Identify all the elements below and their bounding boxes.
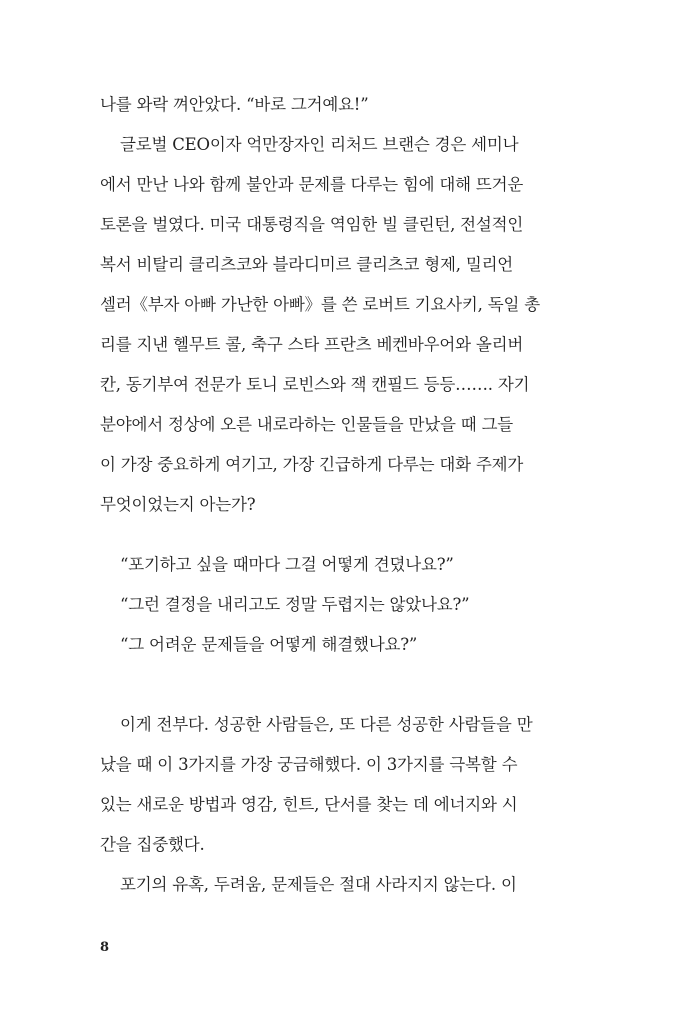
- text-line: 나를 와락 껴안았다. “바로 그거예요!”: [100, 95, 369, 114]
- text-line: 분야에서 정상에 오른 내로라하는 인물들을 만났을 때 그들: [100, 415, 514, 434]
- text-line: 칸, 동기부여 전문가 토니 로빈스와 잭 캔필드 등등……. 자기: [100, 375, 530, 394]
- text-line: 에서 만난 나와 함께 불안과 문제를 다루는 힘에 대해 뜨거운: [100, 175, 524, 194]
- text-line: 있는 새로운 방법과 영감, 힌트, 단서를 찾는 데 에너지와 시: [100, 795, 518, 814]
- text-line: 났을 때 이 3가지를 가장 궁금해했다. 이 3가지를 극복할 수: [100, 755, 518, 774]
- page-number: 8: [100, 940, 110, 955]
- quote-line: “그 어려운 문제들을 어떻게 해결했나요?”: [120, 635, 418, 654]
- text-line: 무엇이었는지 아는가?: [100, 495, 256, 514]
- quote-line: “그런 결정을 내리고도 정말 두렵지는 않았나요?”: [120, 595, 470, 614]
- text-line: 간을 집중했다.: [100, 835, 205, 854]
- text-line: 셀러《부자 아빠 가난한 아빠》를 쓴 로버트 기요사키, 독일 총: [100, 295, 541, 314]
- text-line: 리를 지낸 헬무트 콜, 축구 스타 프란츠 베켄바우어와 올리버: [100, 335, 524, 354]
- quote-line: “포기하고 싶을 때마다 그걸 어떻게 견뎠나요?”: [120, 555, 454, 574]
- text-line: 글로벌 CEO이자 억만장자인 리처드 브랜슨 경은 세미나: [120, 135, 519, 154]
- text-line: 토론을 벌였다. 미국 대통령직을 역임한 빌 클린턴, 전설적인: [100, 215, 524, 234]
- text-line: 이 가장 중요하게 여기고, 가장 긴급하게 다루는 대화 주제가: [100, 455, 524, 474]
- text-line: 포기의 유혹, 두려움, 문제들은 절대 사라지지 않는다. 이: [120, 875, 517, 894]
- text-line: 이게 전부다. 성공한 사람들은, 또 다른 성공한 사람들을 만: [120, 715, 533, 734]
- text-line: 복서 비탈리 클리츠코와 블라디미르 클리츠코 형제, 밀리언: [100, 255, 514, 274]
